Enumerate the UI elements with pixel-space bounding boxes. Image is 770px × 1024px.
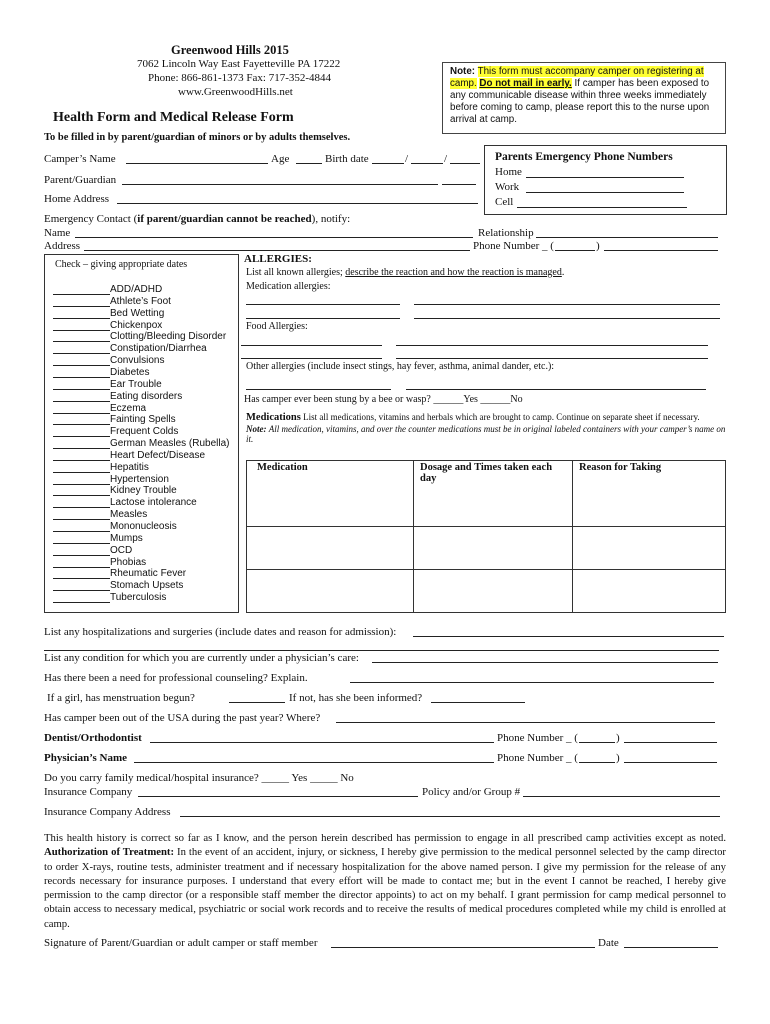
emergency-cell-field[interactable]: [517, 207, 687, 208]
condition-label: OCD: [110, 544, 133, 556]
reason-cell[interactable]: [573, 527, 726, 570]
emergency-box-title: Parents Emergency Phone Numbers: [495, 151, 673, 163]
physician-phone-label: Phone Number _ (: [497, 752, 578, 764]
hospitalization-field-2[interactable]: [44, 650, 719, 651]
emergency-home-label: Home: [495, 166, 522, 178]
hospitalization-field[interactable]: [413, 636, 724, 637]
condition-date-field[interactable]: [53, 306, 110, 307]
medication-cell[interactable]: [247, 527, 414, 570]
age-label: Age: [271, 153, 290, 165]
condition-label: Convulsions: [110, 355, 165, 367]
menstruation-label: If a girl, has menstruation begun?: [47, 692, 195, 704]
counseling-field[interactable]: [350, 682, 714, 683]
allergies-title: ALLERGIES:: [244, 253, 312, 265]
condition-date-field[interactable]: [53, 567, 110, 568]
condition-label: Fainting Spells: [110, 414, 176, 426]
emergency-cell-label: Cell: [495, 196, 514, 208]
date-field[interactable]: [624, 947, 718, 948]
contact-name-field[interactable]: [75, 237, 473, 238]
food-allergy-field-4[interactable]: [396, 358, 708, 359]
food-allergy-field-1[interactable]: [241, 345, 382, 346]
condition-date-field[interactable]: [53, 484, 110, 485]
col-dosage: Dosage and Times taken each day: [414, 461, 573, 527]
condition-label: Heart Defect/Disease: [110, 449, 206, 461]
signature-label: Signature of Parent/Guardian or adult camper or staff member: [44, 937, 318, 949]
condition-label: Phobias: [110, 556, 147, 568]
condition-date-field[interactable]: [53, 377, 110, 378]
condition-date-field[interactable]: [53, 543, 110, 544]
dentist-phone-label: Phone Number _ (: [497, 732, 578, 744]
note-label: Note:: [450, 66, 476, 77]
other-allergy-field-1[interactable]: [246, 389, 391, 390]
condition-label: Mumps: [110, 532, 143, 544]
stung-question: Has camper ever been stung by a bee or wasp? ______Yes ______No: [244, 394, 523, 405]
home-address-field[interactable]: [117, 203, 478, 204]
contact-phone-label: Phone Number _ (: [473, 240, 554, 252]
physician-care-field[interactable]: [372, 662, 718, 663]
usa-travel-field[interactable]: [336, 722, 715, 723]
fill-instruction: To be filled in by parent/guardian of minors or by adults themselves.: [44, 132, 351, 143]
condition-date-field[interactable]: [53, 495, 110, 496]
condition-date-field[interactable]: [53, 318, 110, 319]
condition-label: Constipation/Diarrhea: [110, 343, 207, 355]
contact-address-label: Address: [44, 240, 81, 252]
other-allergies-label: Other allergies (include insect stings, hay fever, asthma, animal dander, etc.):: [246, 361, 555, 372]
home-address-label: Home Address: [44, 193, 110, 205]
insurance-company-field[interactable]: [138, 796, 418, 797]
condition-label: Athlete’s Foot: [110, 295, 171, 307]
condition-label: Eczema: [110, 402, 147, 414]
condition-label: Ear Trouble: [110, 378, 162, 390]
condition-date-field[interactable]: [53, 448, 110, 449]
condition-label: Frequent Colds: [110, 426, 179, 438]
medications-instructions: Medications List all medications, vitamins and herbals which are brought to camp. Continue on separate sheet if necessary. Note: All medication, vitamins, and over the counter medications must be in original labeled containers with your camper’s name on it.: [246, 412, 726, 444]
physician-care-label: List any condition for which you are currently under a physician’s care:: [44, 652, 359, 664]
parent-guardian-field[interactable]: [122, 184, 438, 185]
camp-phone-fax: Phone: 866-861-1373 Fax: 717-352-4844: [148, 72, 332, 84]
usa-travel-label: Has camper been out of the USA during the past year? Where?: [44, 712, 321, 724]
condition-date-field[interactable]: [53, 294, 110, 295]
physician-phone-area-field[interactable]: [579, 762, 615, 763]
note-do-not-mail: Do not mail in early.: [479, 78, 572, 89]
emergency-home-field[interactable]: [526, 177, 684, 178]
menstruation-field[interactable]: [229, 702, 285, 703]
condition-label: Kidney Trouble: [110, 485, 177, 497]
parent-guardian-label: Parent/Guardian: [44, 174, 117, 186]
physician-phone-field[interactable]: [624, 762, 717, 763]
condition-label: Clotting/Bleeding Disorder: [110, 331, 227, 343]
medication-allergy-field-1[interactable]: [246, 304, 400, 305]
camper-name-field[interactable]: [126, 163, 268, 164]
conditions-header: Check – giving appropriate dates: [55, 259, 188, 270]
note-highlight: This form must accompany camper on registering at camp.: [450, 66, 704, 89]
insurance-question: Do you carry family medical/hospital insurance? _____ Yes _____ No: [44, 772, 354, 784]
insurance-address-field[interactable]: [180, 816, 720, 817]
birth-day-field[interactable]: [411, 163, 443, 164]
insurance-address-label: Insurance Company Address: [44, 806, 171, 818]
camper-name-label: Camper’s Name: [44, 153, 116, 165]
condition-label: Stomach Upsets: [110, 580, 184, 592]
condition-label: Diabetes: [110, 366, 150, 378]
informed-field[interactable]: [431, 702, 525, 703]
condition-label: Hypertension: [110, 473, 169, 485]
dosage-cell[interactable]: [414, 570, 573, 613]
condition-label: Lactose intolerance: [110, 497, 197, 509]
condition-label: Measles: [110, 509, 148, 521]
contact-address-field[interactable]: [84, 250, 470, 251]
medication-allergy-field-3[interactable]: [246, 318, 400, 319]
medication-allergy-field-4[interactable]: [414, 318, 720, 319]
camp-name: Greenwood Hills 2015: [171, 43, 289, 57]
hospitalization-label: List any hospitalizations and surgeries (include dates and reason for admission):: [44, 626, 397, 638]
condition-date-field[interactable]: [53, 436, 110, 437]
policy-field[interactable]: [523, 796, 720, 797]
condition-date-field[interactable]: [53, 401, 110, 402]
condition-date-field[interactable]: [53, 330, 110, 331]
medication-cell[interactable]: [247, 570, 414, 613]
age-field[interactable]: [296, 163, 322, 164]
condition-date-field[interactable]: [53, 413, 110, 414]
emergency-work-label: Work: [495, 181, 520, 193]
camp-address: 7062 Lincoln Way East Fayetteville PA 17222: [137, 58, 341, 70]
condition-date-field[interactable]: [53, 531, 110, 532]
consent-paragraph: This health history is correct so far as I know, and the person herein described has permission to engage in all prescribed camp activities except as noted. Authorization of Treatment: In the event of an accident, injury, or sickness, I hereby give permission to the medical personnel selected by the camp director to order X-rays, routine tests, administer treatment and if necessary hospitalization for the above named person. I give my permission for the release of any records necessary for insurance purposes. I understand that every effort will be made to contact me; but in the event I cannot be reached, I hereby give permission to the camp director (or a responsible staff member the director appoints) to act on my behalf. I grant permission for camp medical personnel to obtain access to necessary medical, psychiatric or social work records and to receive the results of medical procedures completed while my child is enrolled at camp.: [44, 832, 726, 930]
dentist-phone-field[interactable]: [624, 742, 717, 743]
informed-label: If not, has she been informed?: [289, 692, 423, 704]
condition-date-field[interactable]: [53, 602, 110, 603]
condition-label: Rheumatic Fever: [110, 568, 187, 580]
condition-label: Eating disorders: [110, 390, 183, 402]
form-title: Health Form and Medical Release Form: [53, 110, 294, 125]
dentist-phone-area-field[interactable]: [579, 742, 615, 743]
physician-name-field[interactable]: [134, 762, 494, 763]
date-label: Date: [598, 937, 619, 949]
birth-year-field[interactable]: [450, 163, 480, 164]
contact-phone-field[interactable]: [604, 250, 718, 251]
contact-phone-area-field[interactable]: [555, 250, 595, 251]
condition-label: ADD/ADHD: [110, 284, 163, 295]
condition-date-field[interactable]: [53, 424, 110, 425]
birth-month-field[interactable]: [372, 163, 404, 164]
food-allergies-label: Food Allergies:: [246, 321, 308, 332]
policy-label: Policy and/or Group #: [422, 786, 521, 798]
medication-allergy-field-2[interactable]: [414, 304, 720, 305]
signature-field[interactable]: [331, 947, 595, 948]
dentist-label: Dentist/Orthodontist: [44, 732, 142, 744]
physician-name-label: Physician’s Name: [44, 752, 128, 764]
condition-label: German Measles (Rubella): [110, 438, 230, 450]
condition-date-field[interactable]: [53, 472, 110, 473]
emergency-contact-intro: Emergency Contact (if parent/guardian cannot be reached), notify:: [44, 213, 351, 225]
condition-date-field[interactable]: [53, 341, 110, 342]
note-text: [450, 66, 718, 126]
dentist-field[interactable]: [150, 742, 494, 743]
condition-date-field[interactable]: [53, 578, 110, 579]
food-allergy-field-3[interactable]: [241, 358, 382, 359]
condition-label: Mononucleosis: [110, 521, 177, 532]
col-medication: Medication: [247, 461, 414, 527]
emergency-work-field[interactable]: [526, 192, 684, 193]
food-allergy-field-2[interactable]: [396, 345, 708, 346]
dosage-cell[interactable]: [414, 527, 573, 570]
relationship-label: Relationship: [478, 227, 534, 239]
counseling-label: Has there been a need for professional counseling? Explain.: [44, 672, 308, 684]
contact-name-label: Name: [44, 227, 71, 239]
note-rest: If camper has been exposed to any communicable disease within three weeks immediately before coming to camp, please report this to the nurse upon arrival at camp.: [450, 78, 710, 125]
condition-date-field[interactable]: [53, 507, 110, 508]
condition-date-field[interactable]: [53, 590, 110, 591]
allergies-instruction: List all known allergies; describe the reaction and how the reaction is managed.: [246, 267, 565, 278]
other-allergy-field-2[interactable]: [406, 389, 706, 390]
condition-date-field[interactable]: [53, 365, 110, 366]
condition-date-field[interactable]: [53, 519, 110, 520]
condition-date-field[interactable]: [53, 389, 110, 390]
parent-guardian-extra-field[interactable]: [442, 184, 476, 185]
birth-date-label: Birth date: [325, 153, 369, 165]
insurance-company-label: Insurance Company: [44, 786, 133, 798]
medication-allergies-label: Medication allergies:: [246, 281, 331, 292]
condition-date-field[interactable]: [53, 460, 110, 461]
condition-date-field[interactable]: [53, 555, 110, 556]
col-reason: Reason for Taking: [573, 461, 726, 527]
condition-label: Chickenpox: [110, 319, 163, 331]
reason-cell[interactable]: [573, 570, 726, 613]
relationship-field[interactable]: [536, 237, 718, 238]
condition-label: Tuberculosis: [110, 592, 167, 604]
medications-table: [246, 460, 726, 613]
condition-label: Bed Wetting: [110, 307, 165, 319]
camp-website: www.GreenwoodHills.net: [178, 86, 293, 98]
condition-label: Hepatitis: [110, 461, 149, 473]
condition-date-field[interactable]: [53, 353, 110, 354]
